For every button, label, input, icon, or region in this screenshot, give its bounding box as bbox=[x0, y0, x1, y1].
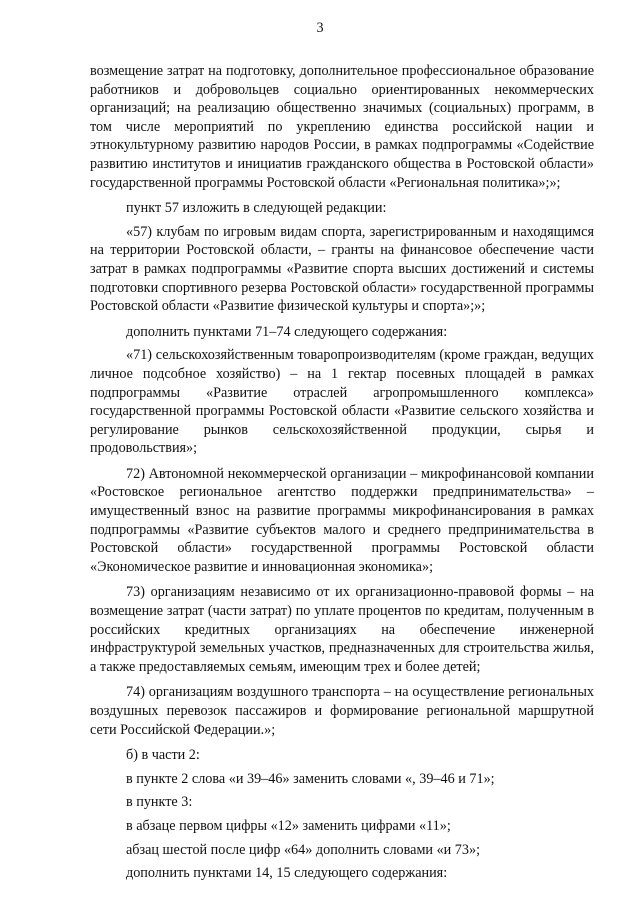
paragraph-item-73: 73) организациям независимо от их организационно-правовой формы – на возмещение затрат (части затрат) по уплате процентов по кредитам, полученным в российских кредитных организациях на обеспечение инженерной инфраструктурой земельных участков, предназначенных для строительства жилья, а также предоставляемых семьям, имеющим трех и более детей; bbox=[90, 584, 594, 675]
paragraph-items-71-74-intro: дополнить пунктами 71–74 следующего содержания: bbox=[126, 323, 448, 340]
paragraph-item-72: 72) Автономной некоммерческой организации – микрофинансовой компании «Ростовское региональное агентство поддержки предпринимательства» – имущественный взнос на развитие программы микрофинансирования в рамках подпрограммы «Развитие субъектов малого и среднего предпринимательства в Ростовской области» государственной программы Ростовской области «Экономическое развитие и инновационная экономика»; bbox=[90, 465, 594, 575]
paragraph-part-2: б) в части 2: bbox=[126, 747, 200, 764]
paragraph-item-74: 74) организациям воздушного транспорта – на осуществление региональных воздушных перевозок пассажиров и формирование региональной маршрутной сети Российской Федерации.»; bbox=[90, 684, 594, 738]
paragraph-continuation: возмещение затрат на подготовку, дополнительное профессиональное образование работников и добровольцев социально ориентированных некоммерческих организаций; на реализацию общественно значимых (социальных) программ, в том числе мероприятий по укреплению единства российской нации и этнокультурному развитию народов России, в рамках подпрограммы «Содействие развитию институтов и инициатив гражданского общества в Ростовской области» государственной программы Ростовской области «Региональная политика»;»; bbox=[90, 63, 594, 191]
paragraph-point-2-change: в пункте 2 слова «и 39–46» заменить словами «, 39–46 и 71»; bbox=[126, 770, 495, 787]
paragraph-first-abzac-change: в абзаце первом цифры «12» заменить цифрами «11»; bbox=[126, 817, 451, 834]
paragraph-item-71: «71) сельскохозяйственным товаропроизводителям (кроме граждан, ведущих личное подсобное хозяйство) – на 1 гектар посевных площадей в рамках подпрограммы «Развитие отраслей агропромышленного комплекса» государственной программы Ростовской области «Развитие сельского хозяйства и регулирование рынков сельскохозяйственной продукции, сырья и продовольствия»; bbox=[90, 347, 594, 457]
document-body bbox=[90, 62, 594, 883]
paragraph-sixth-abzac-change: абзац шестой после цифр «64» дополнить словами «и 73»; bbox=[126, 841, 481, 858]
paragraph-items-14-15-intro: дополнить пунктами 14, 15 следующего содержания: bbox=[126, 865, 448, 882]
page-number: 3 bbox=[316, 20, 324, 36]
paragraph-item-57: «57) клубам по игровым видам спорта, зарегистрированным и находящимся на территории Ростовской области, – гранты на финансовое обеспечение части затрат в рамках подпрограммы «Развитие спорта высших достижений и системы подготовки спортивного резерва Ростовской области» государственной программы Ростовской области «Развитие физической культуры и спорта»;»; bbox=[90, 223, 594, 315]
paragraph-item-57-intro: пункт 57 изложить в следующей редакции: bbox=[126, 200, 387, 217]
paragraph-point-3: в пункте 3: bbox=[126, 794, 193, 811]
